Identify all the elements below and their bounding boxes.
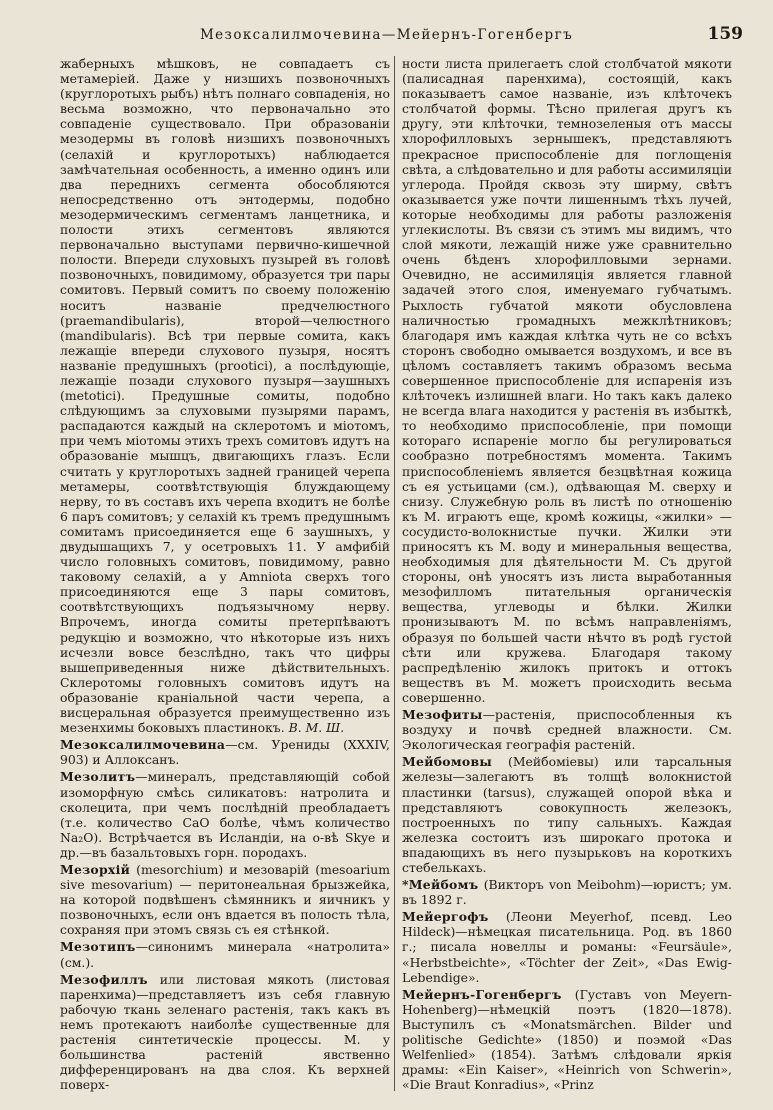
entry [60, 769, 390, 860]
entry-headword: Мейергофъ [402, 909, 489, 925]
entry-text: или листовая мякоть (листовая паренхима)—представляетъ изъ себя главную рабочую ткань зеленаго растенія, такъ какъ въ немъ протекаютъ наиболѣе существенные для растенія синтетическіе процессы. М. у большинства растеній явственно дифференцированъ на два слоя. Къ верхней поверх- [60, 971, 390, 1093]
entry-headword: Мезоксалилмочевина [60, 737, 226, 753]
entry [402, 987, 732, 1093]
running-header [0, 24, 773, 48]
entry [402, 909, 732, 984]
entry-text: —минералъ, представляющій собой изоморфную смѣсь силикатовъ: натролита и сколецита, при чемъ послѣдній преобладаетъ (т.е. количество CaO болѣе, чѣмъ количество Na₂O). Встрѣчается въ Исландіи, на о-вѣ Skye и др.—въ базальтовыхъ горн. породахъ. [60, 769, 390, 860]
entry-headword: Мейбомовы [402, 754, 493, 770]
entry-headword: Мезолитъ [60, 769, 136, 785]
entry-continuation [402, 56, 732, 705]
left-column [60, 56, 390, 1092]
entry-headword: Мейернъ-Гогенбергъ [402, 986, 562, 1002]
entry-text: (mesorchium) и мезоварій (mesoarium sive mesovarium) — перитонеальная брызжейка, на которой подвѣшенъ сѣмянникъ и яичникъ у позвоночныхъ, если онъ вдается въ полость тѣла, сохраняя при этомъ связь съ ея стѣнкой. [60, 861, 390, 938]
entry-continuation [60, 56, 390, 735]
entry [402, 707, 732, 752]
entry-text: —растенія, приспособленныя къ воздуху и почвѣ средней влажности. См. Экологическая географія растеній. [402, 707, 732, 753]
entry-text: —см. Урениды (XXXIV, 903) и Аллоксанъ. [60, 737, 390, 768]
entry-text: (Мейбоміевы) или тарсальныя железы—залегаютъ въ толщѣ волокнистой пластинки (tarsus), служащей опорой вѣка и представляютъ совокупность железокъ, построенныхъ по типу сальныхъ. Каждая железка состоитъ изъ широкаго протока и впадающихъ въ него пузырьковъ на короткихъ стебелькахъ. [402, 754, 732, 875]
author-signature: В. М. Ш. [288, 720, 345, 736]
page-number: 159 [707, 24, 743, 44]
entry [402, 754, 732, 875]
entry-text: ности листа прилегаетъ слой столбчатой мякоти (палисадная паренхима), состоящій, какъ показываетъ самое названіе, изъ клѣточекъ столбчатой формы. Тѣсно прилегая другъ къ другу, эти клѣточки, темнозеленыя отъ массы хлорофилловыхъ зернышекъ, представляютъ прекрасное приспособленіе для поглощенія свѣта, а слѣдовательно и для работы ассимиляціи углерода. Пройдя сквозь эту ширму, свѣтъ оказывается уже почти лишеннымъ тѣхъ лучей, которые необходимы для работы разложенія углекислоты. Въ связи съ этимъ мы видимъ, что слой мякоти, лежащій ниже уже сравнительно очень бѣденъ хлорофилловыми зернами. Очевидно, не ассимиляція является главной задачей этого слоя, именуемаго губчатымъ. Рыхлость губчатой мякоти обусловлена наличностью громадныхъ межклѣтниковъ; благодаря имъ каждая клѣтка чуть не со всѣхъ сторонъ свободно омывается воздухомъ, и все въ цѣломъ составляетъ такимъ образомъ весьма совершенное приспособленіе для испаренія изъ клѣточекъ излишней влаги. Но такъ какъ далеко не всегда влага находится у растенія въ избыткѣ, то необходимо приспособленіе, при помощи котораго испареніе могло бы регулироваться сообразно потребностямъ момента. Такимъ приспособленіемъ является безцвѣтная кожица съ ея устьицами (см.), одѣвающая М. сверху и снизу. Служебную роль въ листѣ по отношенію къ М. играютъ еще, кромѣ кожицы, «жилки» — сосудисто-волокнистые пучки. Жилки эти приносятъ къ М. воду и минеральныя вещества, необходимыя для дѣятельности М. Съ другой стороны, онѣ уносятъ изъ листа выработанныя мезофилломъ питательныя органическія вещества, углеводы и бѣлки. Жилки пронизываютъ М. по всѣмъ направленіямъ, образуя по большей части нѣчто въ родѣ густой сѣти или кружева. Благодаря такому распредѣленію жилокъ притокъ и оттокъ веществъ въ М. можетъ происходить весьма совершенно. [402, 56, 732, 705]
entry [402, 877, 732, 907]
entry-headword: *Мейбомъ [402, 877, 479, 893]
entry [60, 737, 390, 767]
entry-text: —синонимъ минерала «натролита» (см.). [60, 939, 390, 970]
right-column [402, 56, 732, 1092]
entry-headword: Мезотипъ [60, 939, 136, 955]
entry [60, 939, 390, 969]
running-title: Мезоксалилмочевина—Мейернъ-Гогенбергъ [199, 27, 574, 43]
entry [60, 862, 390, 937]
entry [60, 972, 390, 1093]
entry-text: (Викторъ von Meibohm)—юристъ; ум. въ 1892 г. [402, 877, 732, 908]
entry-text: жаберныхъ мѣшковъ, не совпадаетъ съ метамеріей. Даже у низшихъ позвоночныхъ (круглоротыхъ рыбъ) нѣтъ полнаго совпаденія, но весьма возможно, что первоначально это совпаденіе существовало. При образованіи мезодермы въ головѣ низшихъ позвоночныхъ (селахій и круглоротыхъ) наблюдается замѣчательная особенность, а именно одинъ или два переднихъ сегмента обособляются непосредственно отъ энтодермы, подобно мезодермическимъ сегментамъ ланцетника, и полости этихъ сегментовъ являются первоначально выступами первично-кишечной полости. Впереди слуховыхъ пузырей въ головѣ позвоночныхъ, повидимому, образуется три пары сомитовъ. Первый сомитъ по своему положенію носитъ названіе предчелюстного (praemandibularis), второй—челюстного (mandibularis). Всѣ три первые сомита, какъ лежащіе впереди слухового пузыря, носятъ названіе предушныхъ (prootici), а послѣдующіе, лежащіе позади слухового пузыря—заушныхъ (metotici). Предушные сомиты, подобно слѣдующимъ за слуховыми пузырями парамъ, распадаются каждый на склеротомъ и міотомъ, при чемъ міотомы этихъ трехъ сомитовъ идутъ на образованіе мышцъ, двигающихъ глазъ. Если считать у круглоротыхъ задней границей черепа метамеры, соотвѣтствующія блуждающему нерву, то въ составъ ихъ черепа входитъ не болѣе 6 паръ сомитовъ; у селахій къ тремъ предушнымъ сомитамъ присоединяется еще 6 заушныхъ, у двудышащихъ 7, у осетровыхъ 11. У амфибій число головныхъ сомитовъ, повидимому, равно таковому селахій, а у Amniota сверхъ того присоединяются еще 3 пары сомитовъ, соотвѣтствующихъ подъязычному нерву. Впрочемъ, иногда сомиты претерпѣваютъ редукцію и возможно, что нѣкоторые изъ нихъ исчезли вовсе безслѣдно, такъ что цифры вышеприведенныя ниже дѣйствительныхъ. Склеротомы головныхъ сомитовъ идутъ на образованіе краніальной части черепа, а висцеральная образуется преимущественно изъ мезенхимы боковыхъ пластинокъ. [60, 56, 390, 736]
entry-headword: Мезофиты [402, 707, 483, 723]
entry-headword: Мезофиллъ [60, 971, 148, 987]
entry-text: (Густавъ von Meyern-Hohenberg)—нѣмецкій поэтъ (1820—1878). Выступилъ съ «Monatsmärchen. Bilder und politische Gedichte» (1850) и поэмой «Das Welfenlied» (1854). Затѣмъ слѣдовали яркія драмы: «Ein Kaiser», «Heinrich von Schwerin», «Die Braut Konradius», «Prinz [402, 986, 732, 1093]
entry-text: (Леони Meyerhof, псевд. Leo Hildeck)—нѣмецкая писательница. Род. въ 1860 г.; писала новеллы и романы: «Feursäule», «Herbstbeichte», «Töchter der Zeit», «Das Ewig-Lebendige». [402, 909, 732, 985]
entry-headword: Мезорхій [60, 861, 131, 877]
column-divider [394, 56, 395, 1091]
